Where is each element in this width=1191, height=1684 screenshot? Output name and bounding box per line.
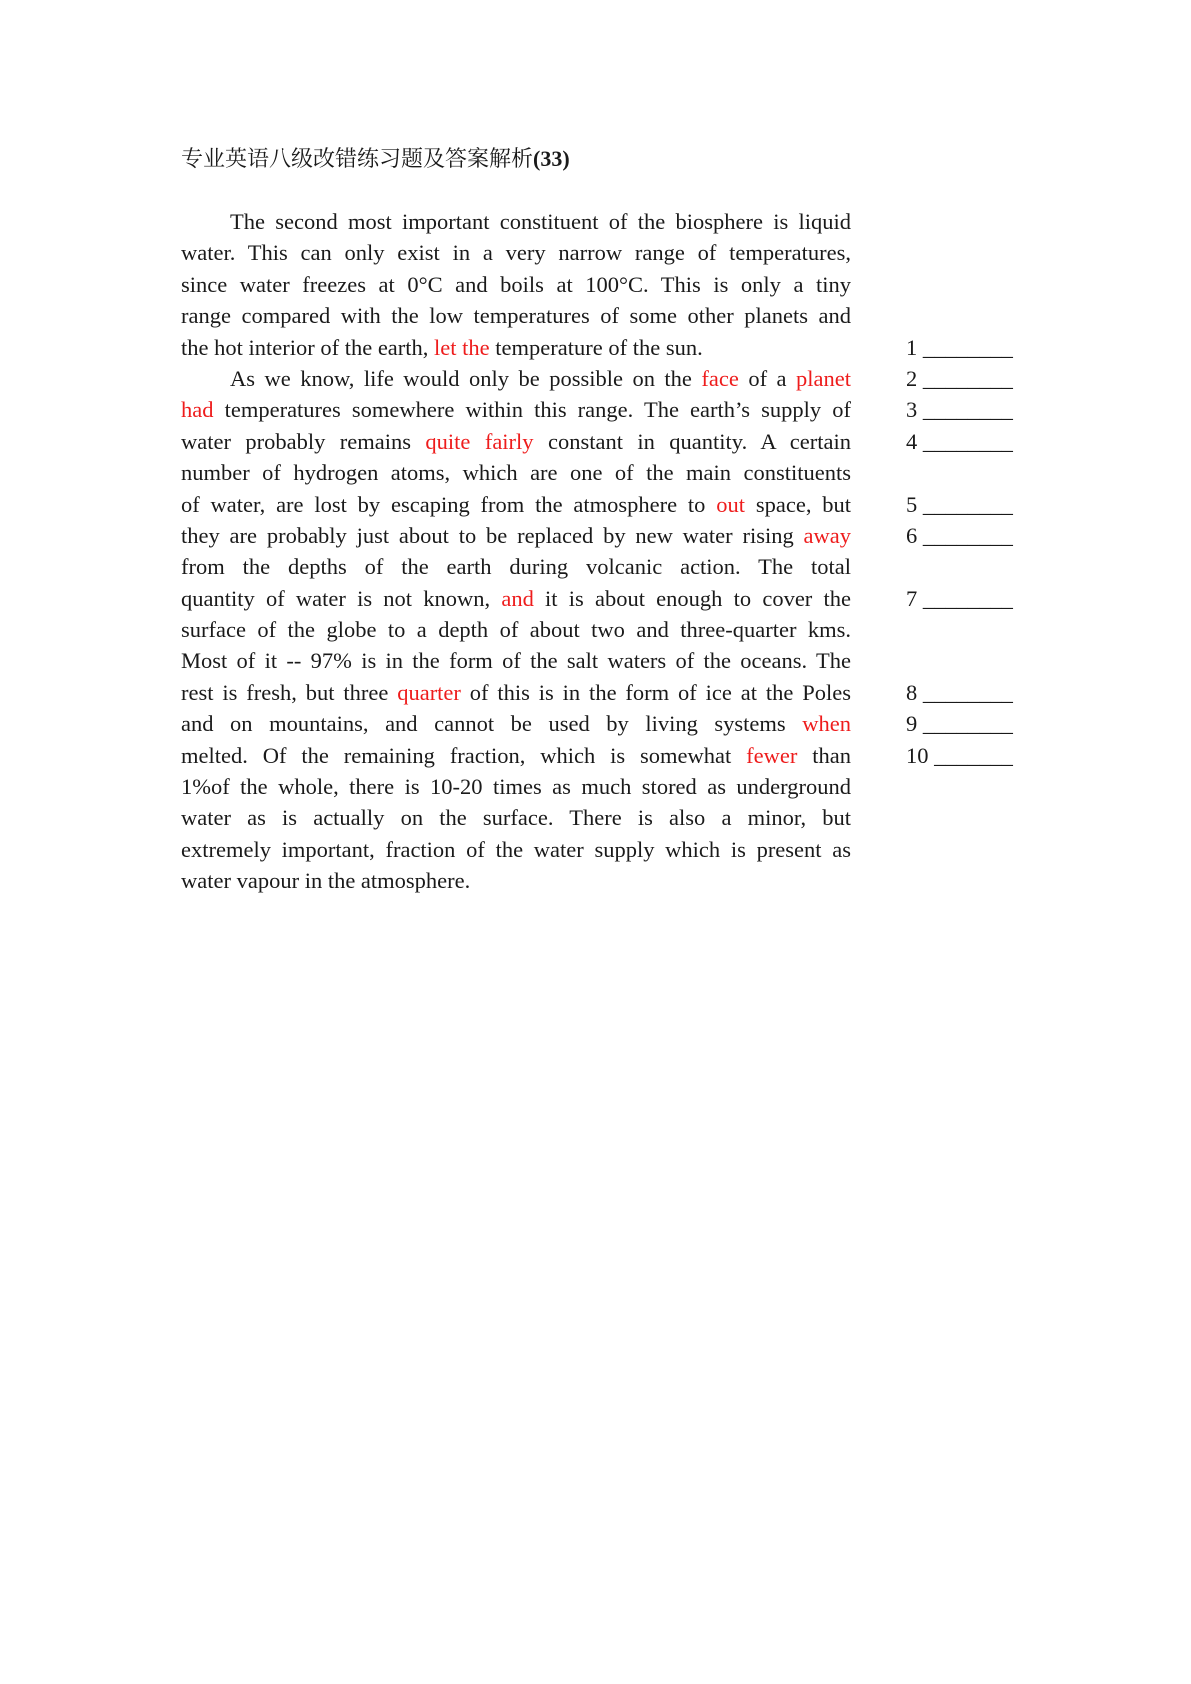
error-word: and [501, 585, 534, 611]
passage-segment: since water freezes at 0°C and boils at 100°C. This is only a tiny [181, 271, 851, 297]
passage-line [181, 865, 851, 896]
passage-line [181, 363, 851, 394]
passage-line [181, 206, 851, 237]
passage-segment: As we know, life would only be possible on the [230, 365, 702, 391]
passage-segment: water vapour in the atmosphere. [181, 868, 471, 894]
error-word: fewer [746, 742, 798, 768]
passage-segment: than [797, 742, 851, 768]
answer-blank[interactable]: 6 ________ [906, 523, 1013, 548]
passage-segment: melted. Of the remaining fraction, which is somewhat [181, 742, 747, 768]
error-word: had [181, 397, 214, 423]
passage-line [181, 771, 851, 802]
answer-blank[interactable]: 1 ________ [906, 334, 1013, 360]
error-word: when [802, 711, 851, 737]
passage-line [181, 740, 851, 771]
page-title [181, 144, 570, 174]
error-word: quarter [397, 679, 461, 705]
error-word: quite fairly [425, 428, 534, 454]
passage-line [181, 645, 851, 676]
answer-blank[interactable]: 3 ________ [906, 397, 1013, 423]
passage-segment: of a [738, 365, 797, 391]
answer-blank[interactable]: 2 ________ [906, 366, 1013, 391]
passage-line [181, 394, 851, 425]
passage-text [181, 206, 851, 897]
passage-segment: 1%of the whole, there is 10-20 times as much stored as underground [181, 774, 851, 800]
answer-blank[interactable]: 8 ________ [906, 680, 1013, 705]
passage-segment: constant in quantity. A certain [533, 428, 852, 454]
passage-segment: space, but [745, 491, 852, 517]
passage-line [181, 677, 851, 708]
passage-segment: number of hydrogen atoms, which are one of the main constituents [181, 460, 851, 486]
passage-line [181, 237, 851, 268]
passage-segment: rest is fresh, but three [181, 679, 398, 705]
passage-segment: temperature of the sun. [489, 334, 703, 360]
passage-segment: water as is actually on the surface. There is also a minor, but [181, 805, 851, 831]
page-title-text: 专业英语八级改错练习题及答案解析 [181, 146, 534, 171]
passage-segment: from the depths of the earth during volcanic action. The total [181, 554, 851, 580]
passage-line [181, 426, 851, 457]
answer-blank[interactable]: 10 _______ [906, 742, 1013, 768]
answer-blank[interactable]: 9 ________ [906, 711, 1013, 737]
passage-segment: The second most important constituent of the biosphere is liquid [230, 209, 851, 234]
answer-blank[interactable]: 4 ________ [906, 428, 1013, 454]
passage-segment: water probably remains [181, 428, 426, 454]
passage-segment: surface of the globe to a depth of about two and three-quarter kms. [181, 617, 851, 643]
passage-segment: and on mountains, and cannot be used by living systems [181, 711, 803, 737]
passage-line [181, 300, 851, 331]
page-title-number: (33) [533, 146, 570, 171]
error-word: let the [434, 334, 490, 360]
answer-blank[interactable]: 7 ________ [906, 585, 1013, 611]
passage-line [181, 834, 851, 865]
passage-segment: of this is in the form of ice at the Poles [460, 679, 851, 705]
passage-segment: quantity of water is not known, [181, 585, 502, 611]
passage-line [181, 520, 851, 551]
passage-segment: the hot interior of the earth, [181, 334, 435, 360]
passage-segment: of water, are lost by escaping from the atmosphere to [181, 491, 717, 517]
passage-line [181, 614, 851, 645]
passage-line [181, 457, 851, 488]
error-word: planet [796, 365, 851, 391]
passage-segment: extremely important, fraction of the water supply which is present as [181, 836, 851, 862]
passage-line [181, 802, 851, 833]
passage-line [181, 551, 851, 582]
passage-segment: water. This can only exist in a very narrow range of temperatures, [181, 240, 851, 266]
passage-line [181, 489, 851, 520]
passage-line [181, 583, 851, 614]
passage-segment: temperatures somewhere within this range. The earth’s supply of [213, 397, 851, 423]
passage-line [181, 708, 851, 739]
passage-line [181, 332, 851, 363]
error-word: face [701, 365, 739, 391]
passage-line [181, 269, 851, 300]
error-word: out [716, 491, 746, 517]
passage-segment: it is about enough to cover the [533, 585, 851, 611]
passage-segment: Most of it -- 97% is in the form of the salt waters of the oceans. The [181, 648, 851, 674]
passage-segment: range compared with the low temperatures of some other planets and [181, 303, 851, 329]
answer-blank[interactable]: 5 ________ [906, 491, 1013, 517]
error-word: away [803, 522, 851, 548]
passage-segment: they are probably just about to be replaced by new water rising [181, 522, 804, 548]
